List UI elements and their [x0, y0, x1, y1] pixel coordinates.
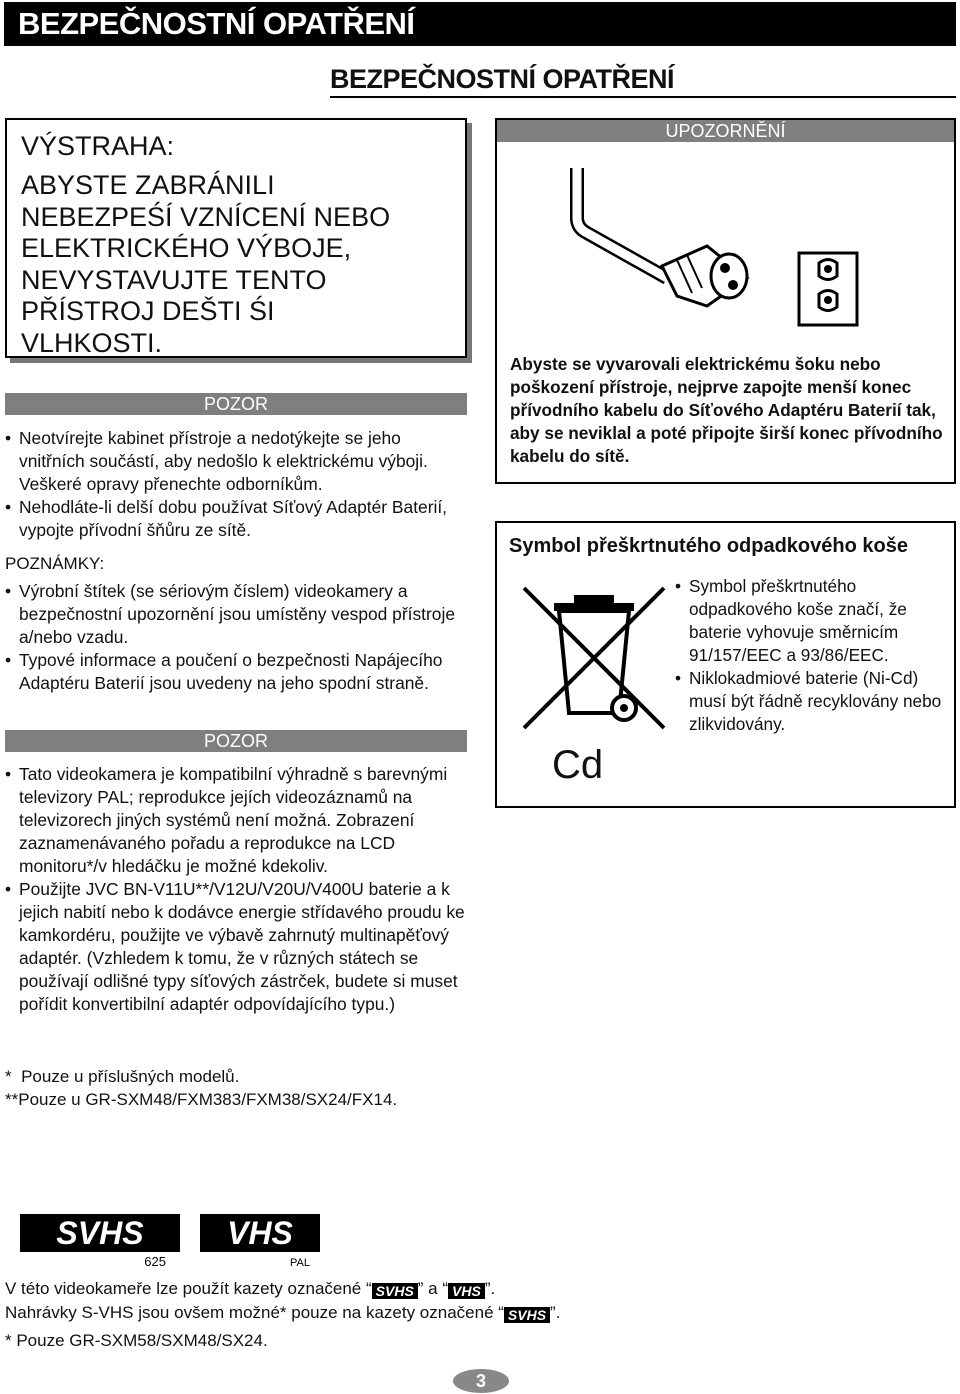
vhs-logo-text: VHS — [227, 1215, 293, 1251]
footer-text: Nahrávky S-VHS jsou ovšem možné* pouze na kazety označené “ — [5, 1303, 504, 1322]
footnote-mark: ** — [5, 1090, 19, 1109]
footer-text: ”. — [484, 1279, 496, 1298]
waste-list — [675, 575, 951, 736]
warning-box — [5, 118, 467, 358]
waste-item: • Niklokadmiové baterie (Ni-Cd) musí být řádně recyklovány nebo zlikvidovány. — [675, 667, 951, 736]
caution-header: POZOR — [5, 393, 467, 415]
footnote-batteries — [5, 1088, 397, 1111]
waste-heading: Symbol přeškrtnutého odpadkového koše — [509, 535, 908, 557]
footnote-mark: * — [5, 1067, 12, 1086]
svhs-logo-text: SVHS — [56, 1215, 144, 1251]
caution-header: POZOR — [5, 730, 467, 752]
cassette-info-line2 — [5, 1301, 560, 1324]
footnote-text: Pouze u GR-SXM48/FXM383/FXM38/SX24/FX14. — [18, 1090, 398, 1109]
svhs-inline-logo: SVHS — [504, 1307, 550, 1323]
page-number: 3 — [453, 1369, 509, 1393]
page-title-bar — [4, 2, 956, 46]
cd-label: Cd — [552, 743, 604, 787]
footer-text: ” a “ — [417, 1279, 449, 1298]
cassette-info-line1 — [5, 1277, 495, 1300]
waste-item: • Symbol přeškrtnutého odpadkového koše značí, že baterie vyhovuje směrnicím 91/157/EEC a 93/86/EEC. — [675, 575, 951, 667]
footer-text: V této videokameře lze použít kazety označené “ — [5, 1279, 372, 1298]
vhs-inline-logo: VHS — [448, 1283, 485, 1299]
footer-text: ”. — [550, 1303, 561, 1322]
plug-warning-box — [495, 118, 956, 484]
vhs-logo-sub: PAL — [290, 1257, 310, 1268]
note-item: • Typové informace a poučení o bezpečnosti Napájecího Adaptéru Baterií jsou uvedeny na jeho spodní straně. — [5, 649, 467, 695]
section-title: BEZPEČNOSTNÍ OPATŘENÍ — [330, 64, 675, 94]
footnote-models — [5, 1065, 239, 1088]
vhs-logo — [200, 1212, 320, 1273]
page-title: BEZPEČNOSTNÍ OPATŘENÍ — [18, 6, 415, 41]
caution-item: • Tato videokamera je kompatibilní výhradně s barevnými televizory PAL; reprodukce jejích videozáznamů na televizorech jiných systémů není možná. Zobrazení zaznamenávaného pořadu a reprodukce na LCD monitoru*/v hledáčku je možné kdekoliv. — [5, 763, 467, 878]
warning-title: VÝSTRAHA: — [21, 131, 175, 161]
power-plug-icon — [567, 158, 867, 328]
section-title-underline — [330, 96, 956, 98]
waste-symbol-box — [495, 521, 956, 808]
footer-note: * Pouze GR-SXM58/SXM48/SX24. — [5, 1331, 268, 1350]
caution-item: • Použijte JVC BN-V11U**/V12U/V20U/V400U baterie a k jejich nabití nebo k dodávce energie střídavého proudu ke kamkordéru, použijte ve výbavě zahrnutý multinapěťový adaptér. (Vzhledem k tomu, že v různých státech se používají odlišné typy síťových zástrček, budete si muset pořídit konvertibilní adaptér odpovídajícího typu.) — [5, 878, 467, 1016]
plug-warning-text: Abyste se vyvarovali elektrickému šoku nebo poškození přístroje, nejprve zapojte menší konec přívodního kabelu do Síťového Adaptéru Baterií tak, aby se neviklal a poté připojte širší konec přívodního kabelu do sítě. — [510, 354, 943, 466]
notes-heading: POZNÁMKY: — [5, 554, 105, 573]
note-item: • Výrobní štítek (se sériovým číslem) videokamery a bezpečnostní upozornění jsou umístěny vespod přístroje a/nebo vzadu. — [5, 580, 467, 649]
plug-warning-header: UPOZORNĚNÍ — [497, 120, 954, 142]
svhs-logo — [20, 1212, 180, 1273]
crossed-bin-icon — [519, 583, 669, 733]
caution-list — [5, 763, 467, 1016]
warning-text: ABYSTE ZABRÁNILI NEBEZPEŚÍ VZNÍCENÍ NEBO ELEKTRICKÉHO VÝBOJE, NEVYSTAVUJTE TENTO PŘÍSTROJ DEŠTI ŚI VLHKOSTI. — [21, 170, 391, 358]
footnote-text: Pouze u příslušných modelů. — [21, 1067, 240, 1086]
caution-list — [5, 427, 467, 542]
caution-item: • Nehodláte-li delší dobu používat Síťový Adaptér Baterií, vypojte přívodní šňůru ze sítě. — [5, 496, 467, 542]
svhs-inline-logo: SVHS — [372, 1283, 418, 1299]
notes-list — [5, 580, 467, 695]
svhs-logo-sub: 625 — [144, 1254, 166, 1268]
caution-item: • Neotvírejte kabinet přístroje a nedotýkejte se jeho vnitřních součástí, aby nedošlo k elektrickému výboji. Veškeré opravy přenechte odborníkům. — [5, 427, 467, 496]
